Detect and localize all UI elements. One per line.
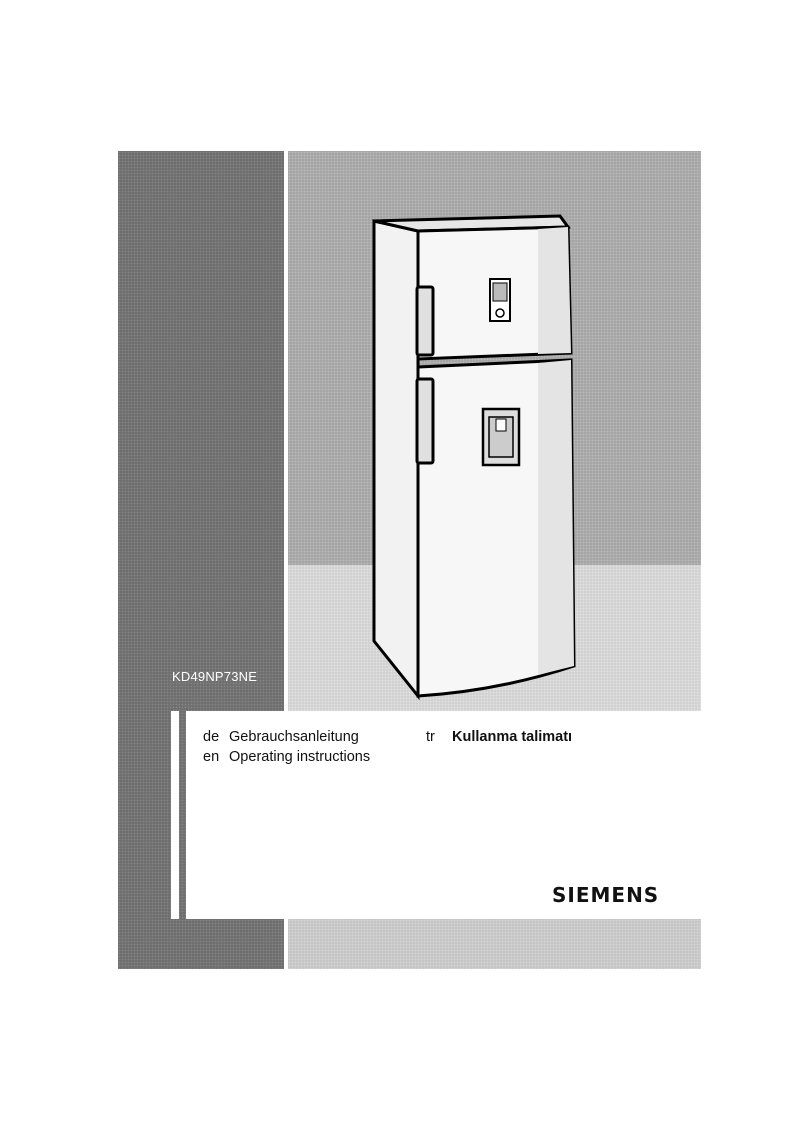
language-code-de: de <box>203 729 220 745</box>
manual-title-tr <box>426 729 572 745</box>
model-number: KD49NP73NE <box>172 669 258 684</box>
brand-logo: SIEMENS <box>552 883 660 907</box>
title-tr: Kullanma talimatı <box>452 729 573 745</box>
fridge-freezer-illustration <box>118 151 701 711</box>
white-accent-bar <box>171 711 179 919</box>
manual-title-en <box>203 749 370 765</box>
title-en: Operating instructions <box>229 749 371 765</box>
manual-title-de <box>203 729 359 745</box>
bottom-gray-band <box>288 919 701 969</box>
manual-cover <box>118 151 701 969</box>
title-de: Gebrauchsanleitung <box>229 729 359 745</box>
language-code-tr: tr <box>426 729 435 745</box>
language-code-en: en <box>203 749 220 765</box>
